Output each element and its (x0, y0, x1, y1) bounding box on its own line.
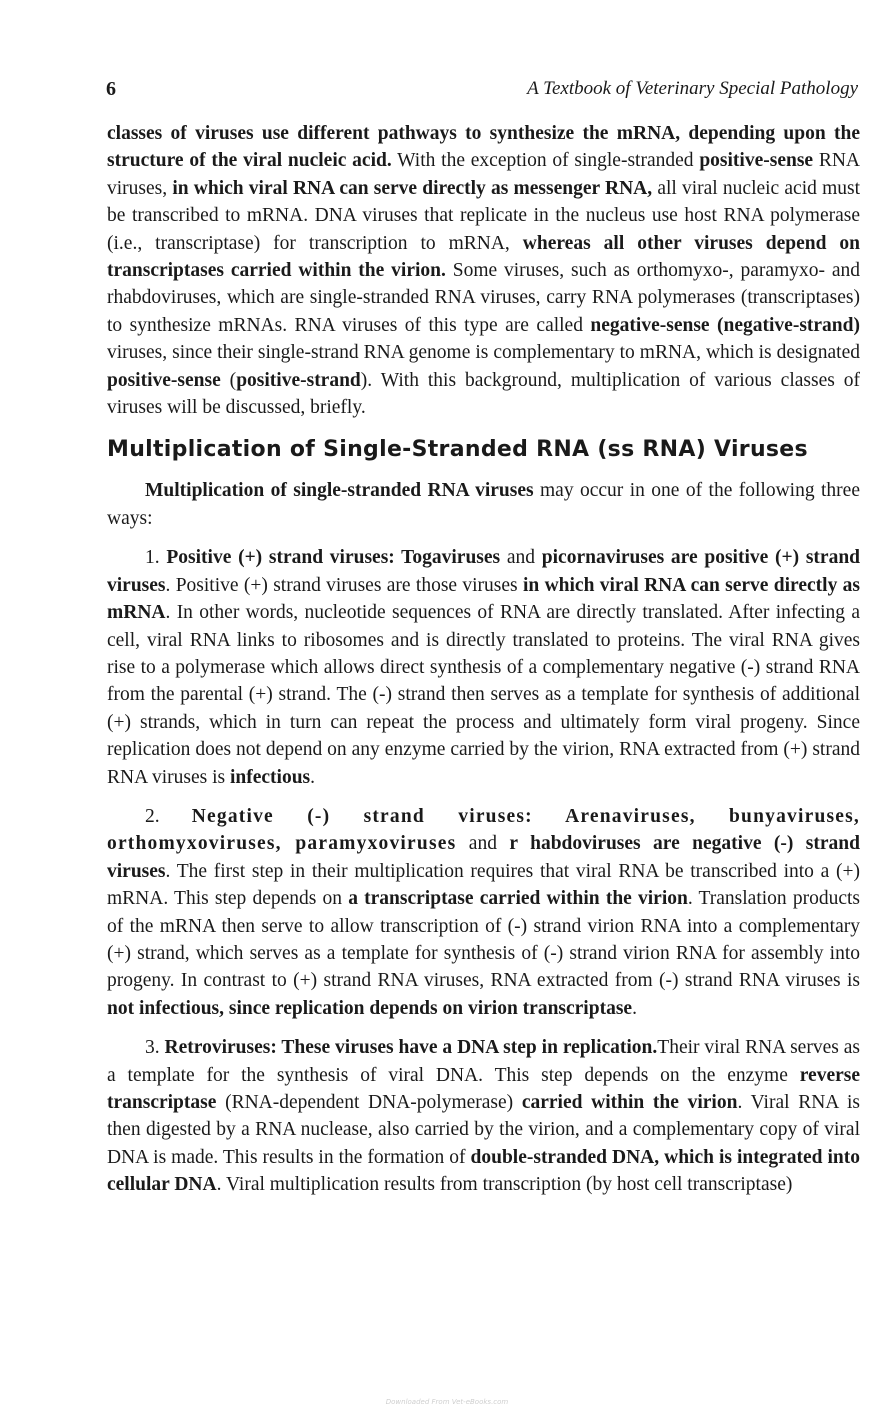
text-run: viruses, since their single-strand RNA genome is complementary to mRNA, which is designated (107, 342, 860, 364)
item-number: 2. (145, 805, 192, 827)
text-run: and (500, 547, 542, 569)
list-item-1 (107, 544, 860, 791)
list-item-3 (107, 1034, 860, 1198)
item-number: 1. (145, 547, 167, 569)
text-run: . (632, 997, 637, 1019)
text-run: . Positive (+) strand viruses are those viruses (165, 574, 523, 596)
text-run: With the exception of single-stranded (391, 150, 700, 172)
running-title: A Textbook of Veterinary Special Pathology (527, 78, 858, 99)
text-run: Their viral RNA serves as a template for the synthesis of viral DNA. This step depends on the enzyme (107, 1037, 860, 1086)
text-bold: infectious (229, 766, 311, 788)
text-bold: positive-sense (699, 150, 814, 172)
text-run: may occur in one of the following three ways: (107, 480, 860, 529)
list-item-2 (107, 803, 860, 1022)
text-bold: carried within the virion (521, 1092, 738, 1113)
text-run: . (310, 766, 316, 788)
footer-watermark: Downloaded From Vet-eBooks.com (385, 1398, 509, 1406)
text-run: all viral nucleic acid must be transcribed to mRNA. DNA viruses that replicate in the nucleus use host RNA polymerase (i.e., transcriptase) for transcription to mRNA, (107, 177, 860, 254)
intro-paragraph (107, 120, 860, 421)
text-bold: positive-sense (107, 369, 221, 391)
text-bold: r habdoviruses are negative (-) strand viruses (107, 833, 860, 882)
text-run: (RNA-dependent DNA-polymerase) (216, 1092, 522, 1113)
page-body (107, 120, 860, 1199)
text-bold: positive-strand (236, 369, 361, 391)
text-run: . Viral RNA is then digested by a RNA nuclease, also carried by the virion, and a complementary copy of viral DNA is made. This results in the formation of (107, 1092, 860, 1168)
text-run: . The first step in their multiplication requires that viral RNA be transcribed into a (+) mRNA. This step depends on (107, 860, 860, 910)
item-number: 3. (145, 1037, 165, 1059)
text-run: Some viruses, such as orthomyxo-, paramyxo- and rhabdoviruses, which are single-stranded RNA viruses, carry RNA polymerases (transcriptases) to synthesize mRNAs. RNA viruses of this type are called (107, 260, 861, 336)
text-bold: not infectious, since replication depends on virion transcriptase (107, 997, 633, 1019)
text-run: and (456, 833, 510, 855)
text-run: RNA viruses, (107, 150, 861, 199)
text-bold: negative-sense (negative-strand) (590, 314, 860, 336)
text-bold: Positive (+) strand viruses: Togaviruses (166, 547, 501, 569)
page-number: 6 (106, 78, 116, 100)
text-bold: reverse transcriptase (107, 1064, 860, 1113)
text-bold: in which viral RNA can serve directly as mRNA (107, 574, 860, 624)
text-run: . Translation products of the mRNA then serve to allow transcription of (-) strand virion RNA into a complementary (+) strand, which serves as a template for synthesis of (-) strand virion RNA for assembly into progeny. In contrast to (+) strand RNA viruses, RNA extracted from (-) strand RNA viruses is (107, 888, 860, 992)
text-bold: double-stranded DNA, which is integrated into cellular DNA (107, 1146, 860, 1196)
text-run: ). With this background, multiplication of various classes of viruses will be discussed, briefly. (107, 369, 860, 419)
text-run: . Viral multiplication results from transcription (by host cell transcriptase) (216, 1174, 793, 1196)
text-bold: in which viral RNA can serve directly as messenger RNA, (172, 177, 653, 199)
text-bold: Negative (-) strand viruses: Arenaviruses, bunyaviruses, orthomyxoviruses, paramyxoviruses (107, 805, 861, 855)
text-bold: Multiplication of single-stranded RNA viruses (145, 480, 534, 502)
text-run: ( (220, 369, 237, 391)
section-heading: Multiplication of Single-Stranded RNA (ss RNA) Viruses (107, 437, 808, 463)
text-bold: Retroviruses: These viruses have a DNA step in replication. (164, 1037, 658, 1059)
text-run: . In other words, nucleotide sequences of RNA are directly translated. After infecting a cell, viral RNA links to ribosomes and is directly translated to proteins. The viral RNA gives rise to a polymerase which allows direct synthesis of a complementary negative (-) strand RNA from the parental (+) strand. The (-) strand then serves as a template for synthesis of additional (+) strands, which in turn can repeat the process and ultimately form viral progeny. Since replication does not depend on any enzyme carried by the virion, RNA extracted from (+) strand RNA viruses is (107, 602, 860, 788)
text-bold: picornaviruses are positive (+) strand viruses (107, 547, 861, 596)
lead-paragraph (107, 477, 860, 532)
text-bold: a transcriptase carried within the virion (348, 888, 688, 910)
text-bold: whereas all other viruses depend on transcriptases carried within the virion. (107, 232, 861, 282)
text-bold: classes of viruses use different pathways to synthesize the mRNA, depending upon the structure of the viral nucleic acid. (107, 123, 860, 172)
